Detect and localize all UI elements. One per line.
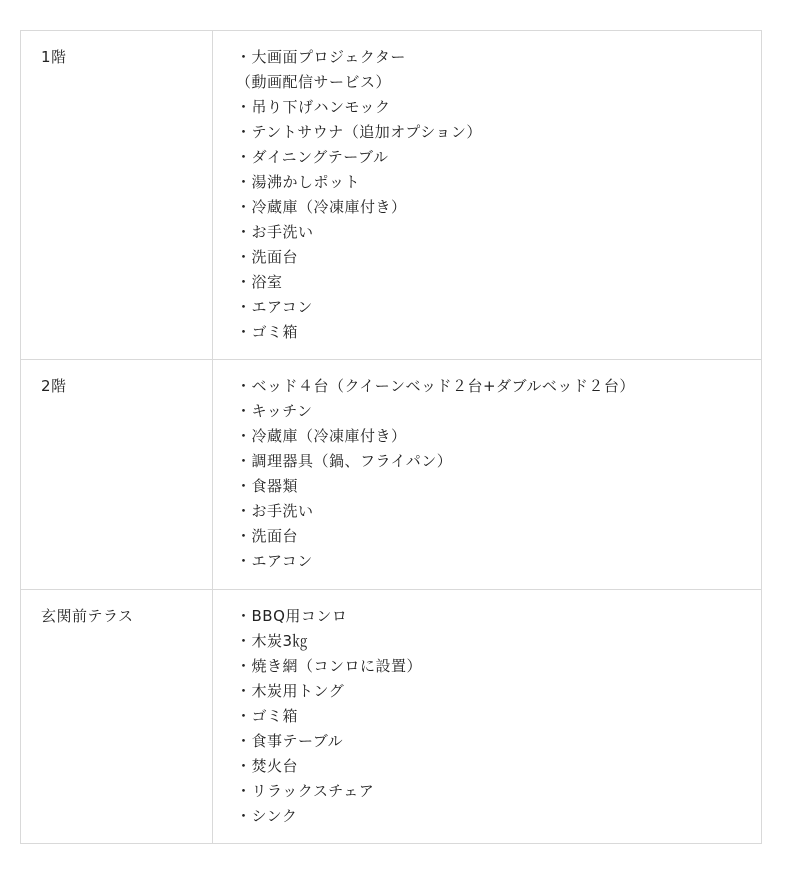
list-item: ・浴室 bbox=[236, 273, 283, 291]
list-item: ・食器類 bbox=[236, 477, 299, 495]
list-item: ・お手洗い bbox=[236, 502, 314, 520]
table-row-floor-1 bbox=[21, 31, 762, 360]
amenity-list bbox=[236, 604, 761, 829]
list-item: ・シンク bbox=[236, 807, 298, 825]
list-item: ・リラックスチェア bbox=[236, 782, 375, 800]
list-item: ・エアコン bbox=[236, 298, 313, 316]
list-item: ・ベッド４台（クイーンベッド２台+ダブルベッド２台） bbox=[236, 377, 635, 395]
amenity-table bbox=[20, 30, 762, 844]
list-item: ・テントサウナ（追加オプション） bbox=[236, 123, 482, 141]
list-item: ・BBQ用コンロ bbox=[236, 607, 348, 625]
amenity-items-cell bbox=[213, 360, 762, 590]
table-row-terrace bbox=[21, 590, 762, 844]
table-row-floor-2 bbox=[21, 360, 762, 590]
amenity-items-cell bbox=[213, 31, 762, 360]
list-item: ・調理器具（鍋、フライパン） bbox=[236, 452, 453, 470]
list-item: ・洗面台 bbox=[236, 248, 299, 266]
list-item: ・食事テーブル bbox=[236, 732, 344, 750]
list-item: ・大画面プロジェクター bbox=[236, 48, 406, 66]
list-item: ・木炭用トング bbox=[236, 682, 345, 700]
list-item: ・冷蔵庫（冷凍庫付き） bbox=[236, 427, 407, 445]
list-item: ・吊り下げハンモック bbox=[236, 98, 391, 116]
list-item: ・冷蔵庫（冷凍庫付き） bbox=[236, 198, 407, 216]
list-item: ・エアコン bbox=[236, 552, 313, 570]
list-item: ・焼き網（コンロに設置） bbox=[236, 657, 423, 675]
list-item: ・ゴミ箱 bbox=[236, 707, 299, 725]
floor-label: 玄関前テラス bbox=[21, 590, 213, 844]
floor-label: 1階 bbox=[21, 31, 213, 360]
list-item: ・洗面台 bbox=[236, 527, 299, 545]
list-item: ・木炭3㎏ bbox=[236, 632, 309, 650]
list-item: ・湯沸かしポット bbox=[236, 173, 361, 191]
list-item: （動画配信サービス） bbox=[236, 73, 392, 91]
floor-label: 2階 bbox=[21, 360, 213, 590]
list-item: ・ゴミ箱 bbox=[236, 323, 299, 341]
amenity-list bbox=[236, 374, 761, 574]
list-item: ・焚火台 bbox=[236, 757, 299, 775]
list-item: ・お手洗い bbox=[236, 223, 314, 241]
amenity-list bbox=[236, 45, 761, 345]
list-item: ・キッチン bbox=[236, 402, 313, 420]
list-item: ・ダイニングテーブル bbox=[236, 148, 389, 166]
amenity-items-cell bbox=[213, 590, 762, 844]
